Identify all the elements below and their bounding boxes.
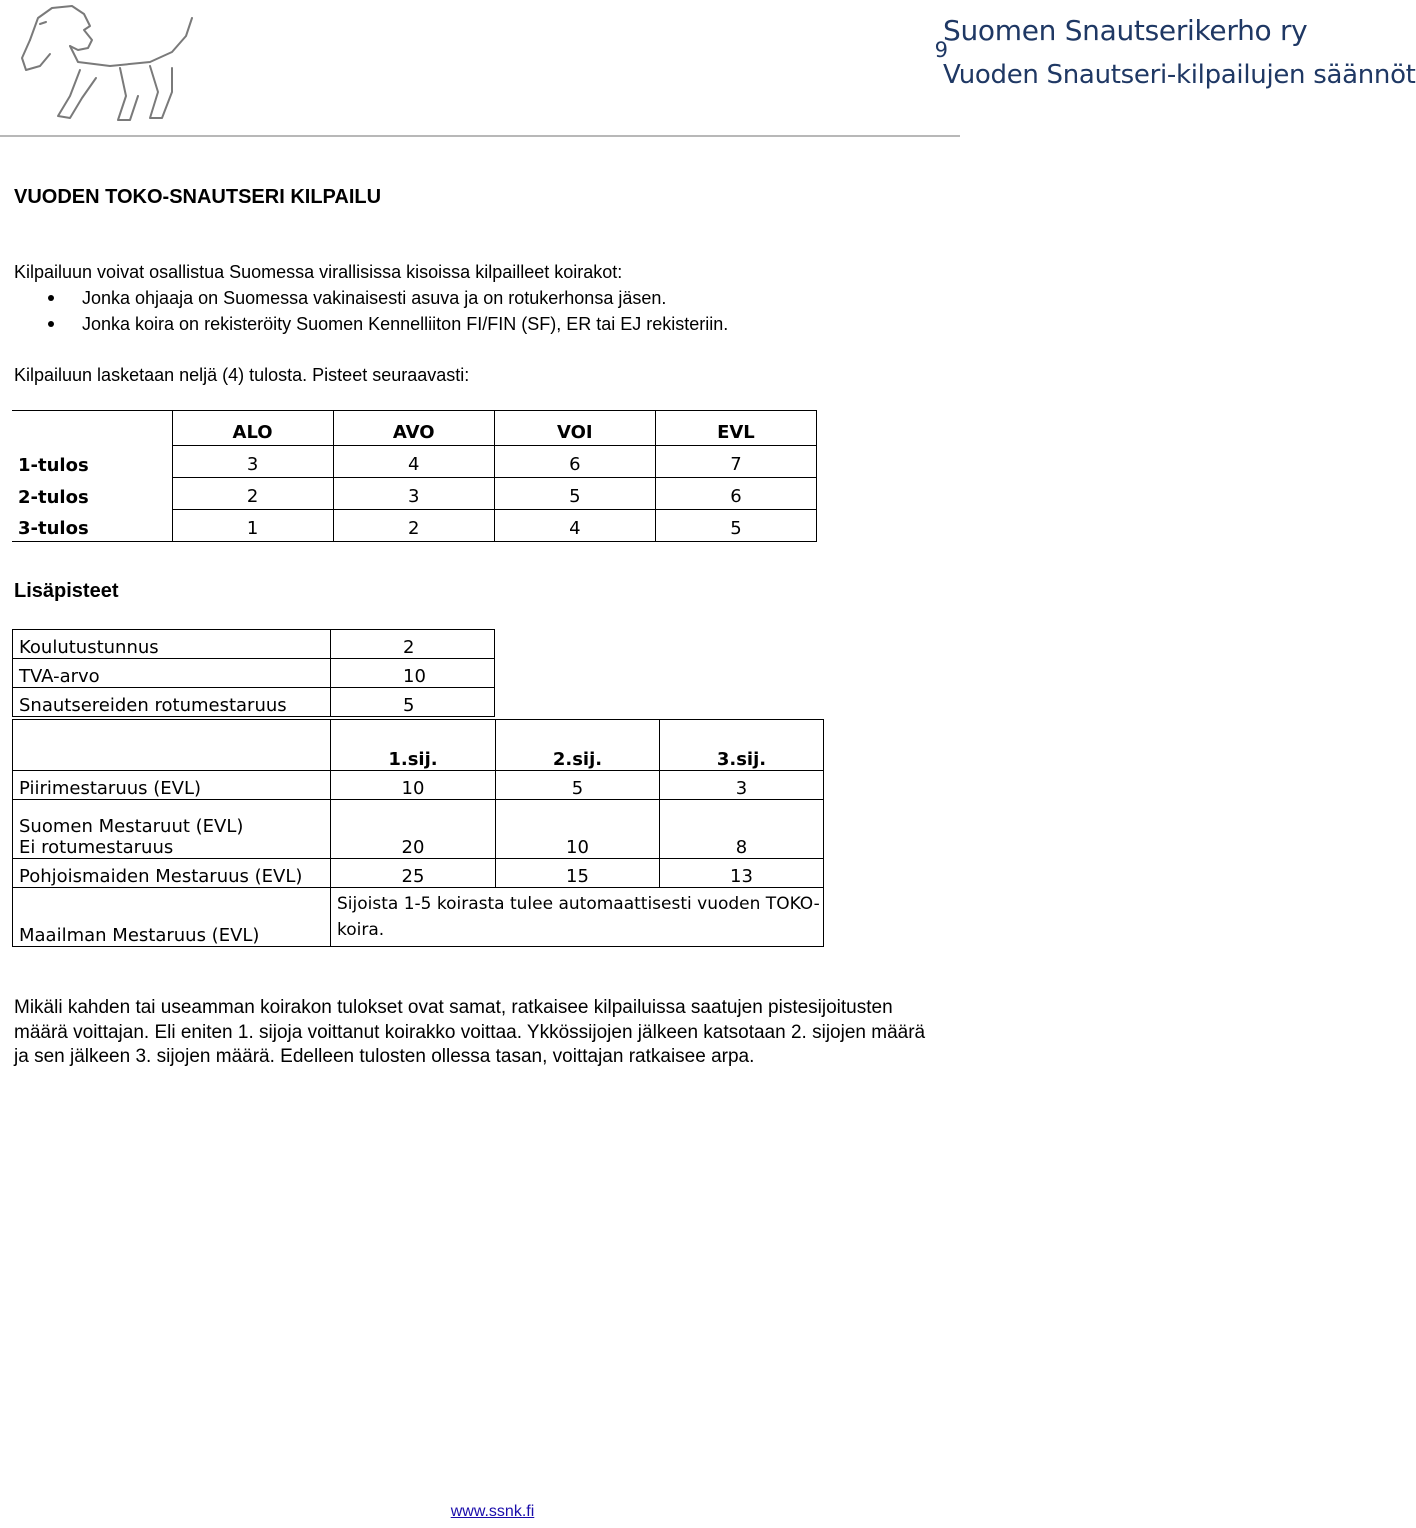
row-label: Koulutustunnus [13, 630, 331, 659]
row-label: Piirimestaruus (EVL) [13, 771, 331, 800]
table-cell: 2 [333, 510, 494, 542]
footer-website-link[interactable]: www.ssnk.fi [450, 1503, 535, 1520]
table-cell: 4 [333, 446, 494, 478]
table-row [12, 510, 817, 542]
column-header: ALO [172, 411, 333, 446]
table-cell: 3 [660, 771, 824, 800]
row-label: 1-tulos [12, 446, 172, 478]
table-row [12, 478, 817, 510]
row-label: 3-tulos [12, 510, 172, 542]
table-cell: 6 [494, 446, 655, 478]
tiebreak-text: Mikäli kahden tai useamman koirakon tulokset ovat samat, ratkaisee kilpailuissa saatujen pistesijoitusten määrä voittajan. Eli eniten 1. sijoja voittanut koirakko voittaa. Ykkössijojen jälkeen katsotaan 2. sijojen määrä ja sen jälkeen 3. sijojen määrä. Edelleen tulosten ollessa tasan, voittajan ratkaisee arpa. [14, 997, 926, 1067]
bullet-icon [48, 295, 54, 301]
table-row [13, 800, 824, 859]
intro-text: Kilpailuun voivat osallistua Suomessa virallisissa kisoissa kilpailleet koirakot: [14, 262, 623, 282]
table-cell: 7 [655, 446, 816, 478]
row-label: Pohjoismaiden Mestaruus (EVL) [13, 859, 331, 888]
note-cell: Sijoista 1-5 koirasta tulee automaattisesti vuoden TOKO-koira. [331, 888, 824, 947]
table-cell: 10 [331, 659, 495, 688]
header-org-name: Suomen Snautserikerho ry [943, 14, 1308, 47]
table-cell: 2 [331, 630, 495, 659]
table-cell: 6 [655, 478, 816, 510]
row-label: 2-tulos [12, 478, 172, 510]
table-cell: 2 [172, 478, 333, 510]
row-label: Snautsereiden rotumestaruus [13, 688, 331, 717]
row-label: Suomen Mestaruut (EVL) Ei rotumestaruus [13, 800, 331, 859]
column-header: EVL [655, 411, 816, 446]
table-row [13, 630, 495, 659]
row-label: TVA-arvo [13, 659, 331, 688]
table-row [13, 688, 495, 717]
list-item: Jonka koira on rekisteröity Suomen Kennelliiton FI/FIN (SF), ER tai EJ rekisteriin. [48, 311, 728, 337]
table-cell: 5 [655, 510, 816, 542]
row-label: Maailman Mestaruus (EVL) [13, 888, 331, 947]
schnauzer-logo [0, 0, 205, 122]
eligibility-list [48, 285, 728, 337]
table-row [13, 659, 495, 688]
section-title: VUODEN TOKO-SNAUTSERI KILPAILU [14, 186, 382, 208]
table-cell: 10 [496, 800, 660, 859]
table-row [13, 771, 824, 800]
table-cell: 13 [660, 859, 824, 888]
table-row [12, 446, 817, 478]
table-cell: 5 [496, 771, 660, 800]
count-text: Kilpailuun lasketaan neljä (4) tulosta. Pisteet seuraavasti: [14, 365, 470, 385]
header-divider [0, 135, 960, 137]
table-cell: 25 [331, 859, 496, 888]
header-document-title: Vuoden Snautseri-kilpailujen säännöt [943, 60, 1416, 90]
table-cell: 4 [494, 510, 655, 542]
page-number: 9 [934, 38, 948, 62]
bonus-title: Lisäpisteet [14, 580, 119, 602]
table-cell: 5 [494, 478, 655, 510]
column-header: 2.sij. [496, 720, 660, 771]
column-header: AVO [333, 411, 494, 446]
table-header-row [12, 411, 817, 446]
table-row [13, 888, 824, 947]
score-table [12, 410, 817, 542]
bonus-table [12, 629, 495, 717]
table-header-row [13, 720, 824, 771]
column-header: 3.sij. [660, 720, 824, 771]
table-cell: 3 [333, 478, 494, 510]
column-header: 1.sij. [331, 720, 496, 771]
table-cell: 5 [331, 688, 495, 717]
table-cell: 15 [496, 859, 660, 888]
placement-table [12, 719, 824, 947]
column-header: VOI [494, 411, 655, 446]
table-row [13, 859, 824, 888]
table-cell: 10 [331, 771, 496, 800]
table-cell: 20 [331, 800, 496, 859]
table-cell: 3 [172, 446, 333, 478]
bullet-icon [48, 321, 54, 327]
list-item: Jonka ohjaaja on Suomessa vakinaisesti asuva ja on rotukerhonsa jäsen. [48, 285, 728, 311]
table-cell: 8 [660, 800, 824, 859]
table-cell: 1 [172, 510, 333, 542]
